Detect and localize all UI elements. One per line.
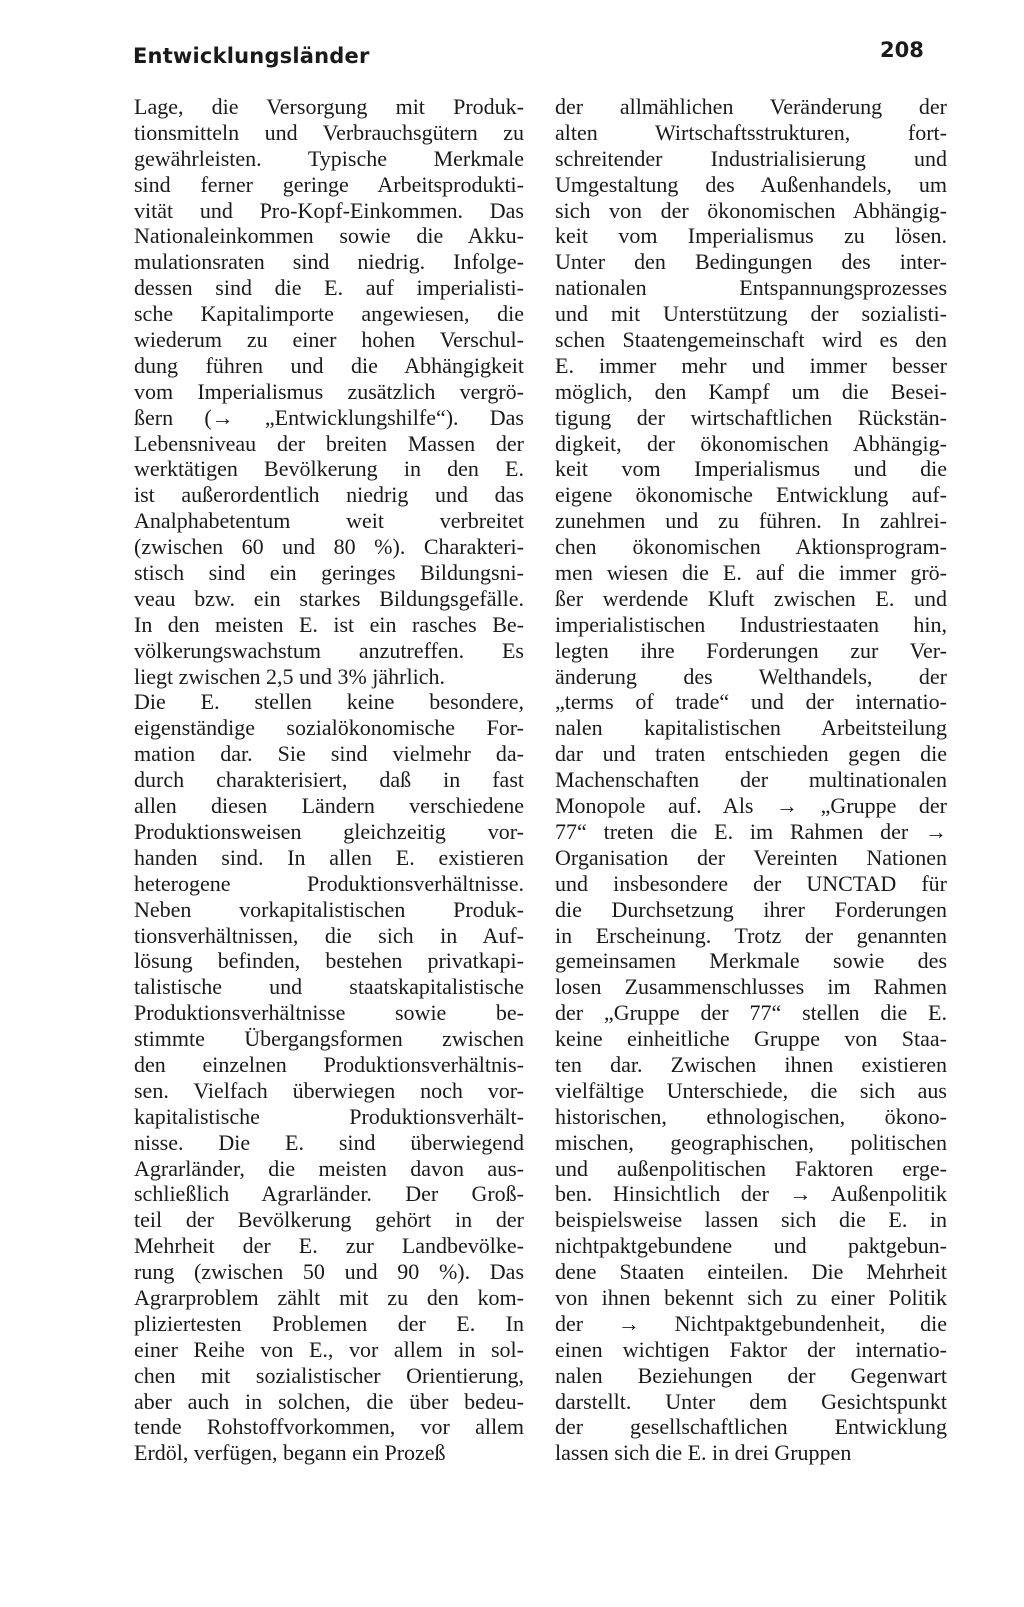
text-line: rung (zwischen 50 und 90 %). Das <box>134 1259 524 1285</box>
text-line: heterogene Produktionsverhältnisse. <box>134 870 524 896</box>
page-heading: Entwicklungsländer <box>133 44 370 68</box>
text-line: chen ökonomischen Aktionsprogram- <box>555 534 947 560</box>
text-line: kapitalistische Produktionsverhält- <box>134 1103 524 1129</box>
text-line: der gesellschaftlichen Entwicklung <box>555 1414 947 1440</box>
text-line: vom Imperialismus zusätzlich vergrö- <box>134 378 524 404</box>
right-text-column <box>555 94 947 1466</box>
text-line: vität und Pro-Kopf-Einkommen. Das <box>134 197 524 223</box>
text-line: von ihnen bekennt sich zu einer Politik <box>555 1284 947 1310</box>
text-line: den einzelnen Produktionsverhältnis- <box>134 1051 524 1077</box>
text-line: wiederum zu einer hohen Verschul- <box>134 327 524 353</box>
text-line: men wiesen die E. auf die immer grö- <box>555 560 947 586</box>
text-line: sche Kapitalimporte angewiesen, die <box>134 301 524 327</box>
text-line: in Erscheinung. Trotz der genannten <box>555 922 947 948</box>
text-line: losen Zusammenschlusses im Rahmen <box>555 974 947 1000</box>
text-line: eigenständige sozialökonomische For- <box>134 715 524 741</box>
text-line: „terms of trade“ und der internatio- <box>555 689 947 715</box>
text-line: Unter den Bedingungen des inter- <box>555 249 947 275</box>
text-line: der → Nichtpaktgebundenheit, die <box>555 1310 947 1336</box>
text-line: tende Rohstoffvorkommen, vor allem <box>134 1414 524 1440</box>
text-line: stisch sind ein geringes Bildungsni- <box>134 560 524 586</box>
text-line: legten ihre Forderungen zur Ver- <box>555 637 947 663</box>
text-line: der „Gruppe der 77“ stellen die E. <box>555 1000 947 1026</box>
text-line: eigene ökonomische Entwicklung auf- <box>555 482 947 508</box>
text-line: Produktionsverhältnisse sowie be- <box>134 1000 524 1026</box>
text-line: Lebensniveau der breiten Massen der <box>134 430 524 456</box>
text-line: tigung der wirtschaftlichen Rückstän- <box>555 404 947 430</box>
text-line: schen Staatengemeinschaft wird es den <box>555 327 947 353</box>
text-line: tionsverhältnissen, die sich in Auf- <box>134 922 524 948</box>
text-line: nalen kapitalistischen Arbeitsteilung <box>555 715 947 741</box>
text-line: dessen sind die E. auf imperialisti- <box>134 275 524 301</box>
text-line: E. immer mehr und immer besser <box>555 352 947 378</box>
text-line: (zwischen 60 und 80 %). Charakteri- <box>134 534 524 560</box>
text-line: völkerungswachstum anzutreffen. Es <box>134 637 524 663</box>
text-line: digkeit, der ökonomischen Abhängig- <box>555 430 947 456</box>
text-line: dung führen und die Abhängigkeit <box>134 352 524 378</box>
text-line: chen mit sozialistischer Orientierung, <box>134 1362 524 1388</box>
text-line: sind ferner geringe Arbeitsprodukti- <box>134 171 524 197</box>
text-line: gewährleisten. Typische Merkmale <box>134 145 524 171</box>
text-line: mation dar. Sie sind vielmehr da- <box>134 741 524 767</box>
text-line: schließlich Agrarländer. Der Groß- <box>134 1181 524 1207</box>
text-line: In den meisten E. ist ein rasches Be- <box>134 611 524 637</box>
text-line: einer Reihe von E., vor allem in sol- <box>134 1336 524 1362</box>
text-line: nalen Beziehungen der Gegenwart <box>555 1362 947 1388</box>
text-line: darstellt. Unter dem Gesichtspunkt <box>555 1388 947 1414</box>
text-line: dene Staaten einteilen. Die Mehrheit <box>555 1259 947 1285</box>
text-line: und insbesondere der UNCTAD für <box>555 870 947 896</box>
text-line: ben. Hinsichtlich der → Außenpolitik <box>555 1181 947 1207</box>
text-line: Nationaleinkommen sowie die Akku- <box>134 223 524 249</box>
text-line: handen sind. In allen E. existieren <box>134 844 524 870</box>
text-line: aber auch in solchen, die über bedeu- <box>134 1388 524 1414</box>
text-line: sen. Vielfach überwiegen noch vor- <box>134 1077 524 1103</box>
text-line: lösung befinden, bestehen privatkapi- <box>134 948 524 974</box>
text-line: Die E. stellen keine besondere, <box>134 689 524 715</box>
text-line: Analphabetentum weit verbreitet <box>134 508 524 534</box>
text-line: Lage, die Versorgung mit Produk- <box>134 94 524 119</box>
text-line: mulationsraten sind niedrig. Infolge- <box>134 249 524 275</box>
text-line: und außenpolitischen Faktoren erge- <box>555 1155 947 1181</box>
text-line: Agrarländer, die meisten davon aus- <box>134 1155 524 1181</box>
text-line: vielfältige Unterschiede, die sich aus <box>555 1077 947 1103</box>
text-line: mischen, geographischen, politischen <box>555 1129 947 1155</box>
text-line: änderung des Welthandels, der <box>555 663 947 689</box>
text-line: und mit Unterstützung der sozialisti- <box>555 301 947 327</box>
text-line: Organisation der Vereinten Nationen <box>555 844 947 870</box>
left-text-column <box>134 94 524 1466</box>
text-line: tionsmitteln und Verbrauchsgütern zu <box>134 119 524 145</box>
text-line: ten dar. Zwischen ihnen existieren <box>555 1051 947 1077</box>
text-line: ßern (→ „Entwicklungshilfe“). Das <box>134 404 524 430</box>
text-line: imperialistischen Industriestaaten hin, <box>555 611 947 637</box>
text-line: pliziertesten Problemen der E. In <box>134 1310 524 1336</box>
text-line: zunehmen und zu führen. In zahlrei- <box>555 508 947 534</box>
text-line: ist außerordentlich niedrig und das <box>134 482 524 508</box>
text-line: veau bzw. ein starkes Bildungsgefälle. <box>134 585 524 611</box>
text-line: Monopole auf. Als → „Gruppe der <box>555 793 947 819</box>
text-line: durch charakterisiert, daß in fast <box>134 767 524 793</box>
text-line: talistische und staatskapitalistische <box>134 974 524 1000</box>
text-line: die Durchsetzung ihrer Forderungen <box>555 896 947 922</box>
text-line: Agrarproblem zählt mit zu den kom- <box>134 1284 524 1310</box>
text-line: nichtpaktgebundene und paktgebun- <box>555 1233 947 1259</box>
text-line: alten Wirtschaftsstrukturen, fort- <box>555 119 947 145</box>
text-line: dar und traten entschieden gegen die <box>555 741 947 767</box>
text-line: keit vom Imperialismus und die <box>555 456 947 482</box>
text-line: lassen sich die E. in drei Gruppen <box>555 1440 852 1466</box>
text-line: Mehrheit der E. zur Landbevölke- <box>134 1233 524 1259</box>
page-number: 208 <box>880 38 924 62</box>
text-line: historischen, ethnologischen, ökono- <box>555 1103 947 1129</box>
text-line: ßer werdende Kluft zwischen E. und <box>555 585 947 611</box>
text-line: möglich, den Kampf um die Besei- <box>555 378 947 404</box>
text-line: sich von der ökonomischen Abhängig- <box>555 197 947 223</box>
text-line: teil der Bevölkerung gehört in der <box>134 1207 524 1233</box>
text-line: werktätigen Bevölkerung in den E. <box>134 456 524 482</box>
text-line: keine einheitliche Gruppe von Staa- <box>555 1026 947 1052</box>
text-line: allen diesen Ländern verschiedene <box>134 793 524 819</box>
text-line: der allmählichen Veränderung der <box>555 94 947 119</box>
text-line: Neben vorkapitalistischen Produk- <box>134 896 524 922</box>
text-line: gemeinsamen Merkmale sowie des <box>555 948 947 974</box>
text-line: Machenschaften der multinationalen <box>555 767 947 793</box>
text-line: 77“ treten die E. im Rahmen der → <box>555 818 947 844</box>
text-line: beispielsweise lassen sich die E. in <box>555 1207 947 1233</box>
text-line: Produktionsweisen gleichzeitig vor- <box>134 818 524 844</box>
text-line: Erdöl, verfügen, begann ein Prozeß <box>134 1440 446 1466</box>
text-line: Umgestaltung des Außenhandels, um <box>555 171 947 197</box>
text-line: nationalen Entspannungsprozesses <box>555 275 947 301</box>
text-line: liegt zwischen 2,5 und 3% jährlich. <box>134 663 445 689</box>
text-line: stimmte Übergangsformen zwischen <box>134 1026 524 1052</box>
text-line: einen wichtigen Faktor der internatio- <box>555 1336 947 1362</box>
text-line: schreitender Industrialisierung und <box>555 145 947 171</box>
text-line: nisse. Die E. sind überwiegend <box>134 1129 524 1155</box>
text-line: keit vom Imperialismus zu lösen. <box>555 223 947 249</box>
